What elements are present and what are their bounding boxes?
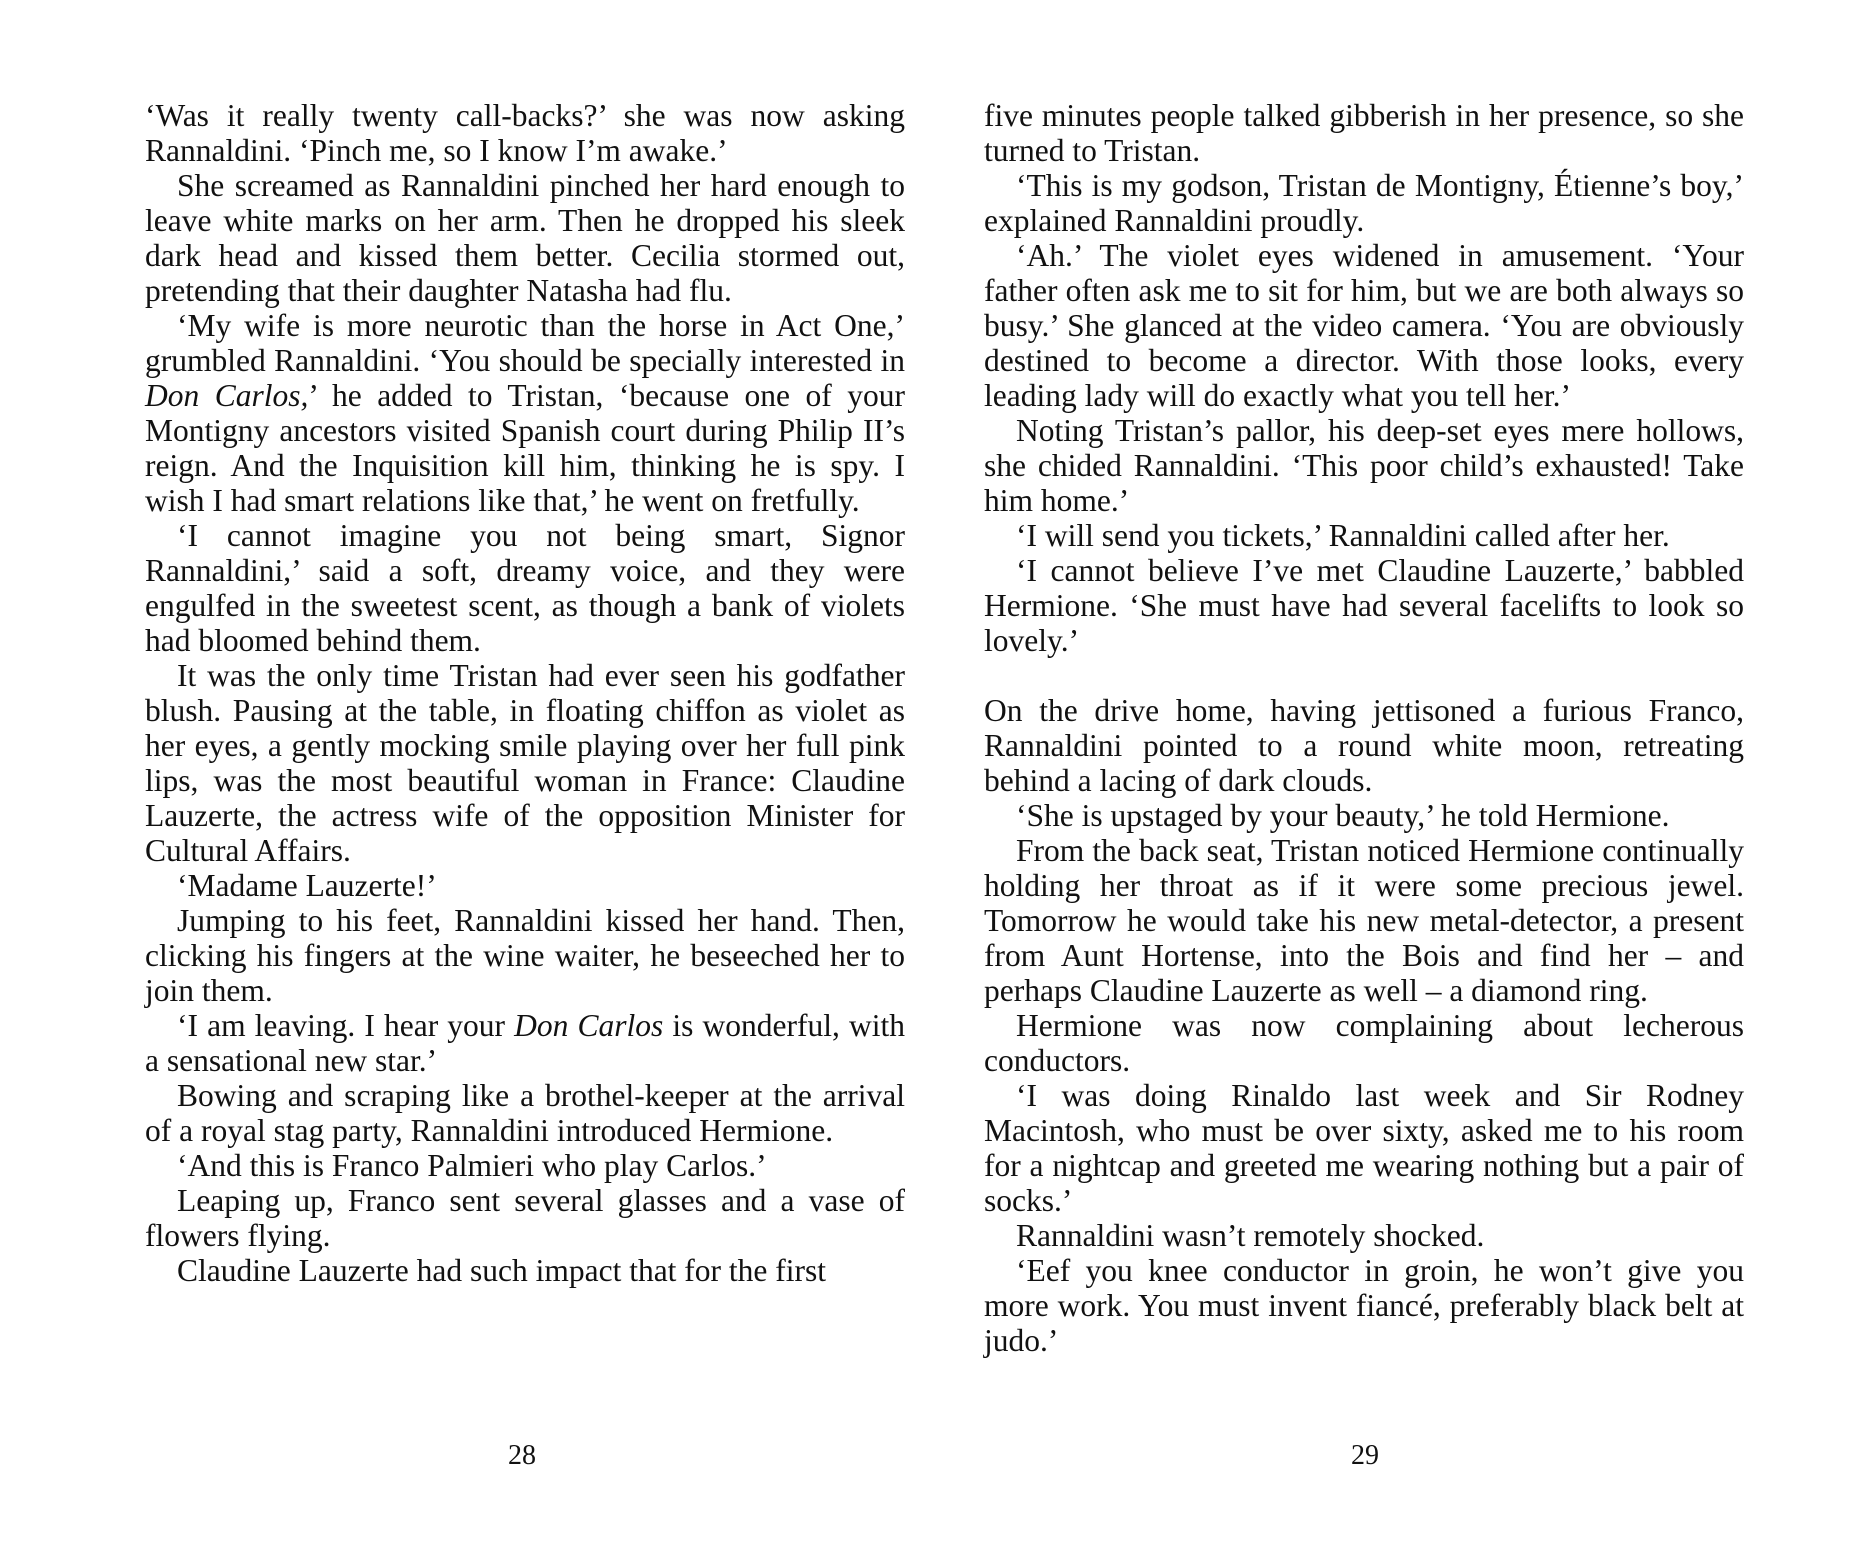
right-paragraph-12: Rannaldini wasn’t remotely shocked. bbox=[1016, 1218, 1485, 1253]
right-paragraph-8: ‘She is upstaged by your beauty,’ he told Hermione. bbox=[1016, 798, 1670, 833]
right-paragraph-13: ‘Eef you knee conductor in groin, he won’t give you more work. You must invent fiancé, preferably black belt at judo.’ bbox=[984, 1253, 1744, 1358]
left-paragraph-1: ‘Was it really twenty call-backs?’ she was now asking Rannaldini. ‘Pinch me, so I know I’m awake.’ bbox=[145, 98, 905, 168]
right-paragraph-4: Noting Tristan’s pallor, his deep-set eyes mere hollows, she chided Rannaldini. ‘This poor child’s exhausted! Take him home.’ bbox=[984, 413, 1744, 518]
left-paragraph-9: Bowing and scraping like a brothel-keeper at the arrival of a royal stag party, Rannaldini introduced Hermione. bbox=[145, 1078, 905, 1148]
right-paragraph-10: Hermione was now complaining about lecherous conductors. bbox=[984, 1008, 1744, 1078]
right-page-text bbox=[984, 98, 1744, 1358]
left-paragraph-6: ‘Madame Lauzerte!’ bbox=[177, 868, 437, 903]
left-paragraph-7: Jumping to his feet, Rannaldini kissed her hand. Then, clicking his fingers at the wine waiter, he beseeched her to join them. bbox=[145, 903, 905, 1008]
right-page-number: 29 bbox=[1351, 1440, 1379, 1471]
right-paragraph-6: ‘I cannot believe I’ve met Claudine Lauzerte,’ babbled Hermione. ‘She must have had several facelifts to look so lovely.’ bbox=[984, 553, 1744, 658]
right-paragraph-1: five minutes people talked gibberish in her presence, so she turned to Tristan. bbox=[984, 98, 1744, 168]
right-paragraph-9: From the back seat, Tristan noticed Hermione continually holding her throat as if it were some precious jewel. Tomorrow he would take his new metal-detector, a present from Aunt Hortense, into the Bois and find her – and perhaps Claudine Lauzerte as well – a diamond ring. bbox=[984, 833, 1744, 1008]
left-paragraph-2: She screamed as Rannaldini pinched her hard enough to leave white marks on her arm. Then he dropped his sleek dark head and kissed them better. Cecilia stormed out, pretending that their daughter Natasha had flu. bbox=[145, 168, 905, 308]
left-paragraph-3-part-b: ’ he added to Tristan, ‘because one of your Montigny ancestors visited Spanish court during Philip II’s reign. And the Inquisition kill him, thinking he is spy. I wish I had smart relations like that,’ he went on fretfully. bbox=[145, 378, 906, 518]
left-paragraph-4: ‘I cannot imagine you not being smart, Signor Rannaldini,’ said a soft, dreamy voice, and they were engulfed in the sweetest scent, as though a bank of violets had bloomed behind them. bbox=[145, 518, 905, 658]
right-paragraph-3: ‘Ah.’ The violet eyes widened in amusement. ‘Your father often ask me to sit for him, but we are both always so busy.’ She glanced at the video camera. ‘You are obviously destined to become a director. With those looks, every leading lady will do exactly what you tell her.’ bbox=[984, 238, 1744, 413]
book-title-don-carlos: Don Carlos bbox=[514, 1008, 664, 1043]
right-paragraph-5: ‘I will send you tickets,’ Rannaldini called after her. bbox=[1016, 518, 1670, 553]
left-paragraph-10: ‘And this is Franco Palmieri who play Carlos.’ bbox=[177, 1148, 767, 1183]
book-title-don-carlos: Don Carlos, bbox=[145, 378, 309, 413]
left-page-text bbox=[145, 98, 905, 1288]
left-paragraph-12: Claudine Lauzerte had such impact that for the first bbox=[177, 1253, 827, 1288]
left-paragraph-11: Leaping up, Franco sent several glasses and a vase of flowers flying. bbox=[145, 1183, 905, 1253]
left-paragraph-8-part-b: is wonderful, with a sensational new star.’ bbox=[145, 1008, 905, 1078]
right-paragraph-11: ‘I was doing Rinaldo last week and Sir Rodney Macintosh, who must be over sixty, asked me to his room for a nightcap and greeted me wearing nothing but a pair of socks.’ bbox=[984, 1078, 1744, 1218]
left-paragraph-3-part-a: ‘My wife is more neurotic than the horse in Act One,’ grumbled Rannaldini. ‘You should be specially interested in bbox=[145, 308, 905, 378]
right-paragraph-2: ‘This is my godson, Tristan de Montigny, Étienne’s boy,’ explained Rannaldini proudly. bbox=[984, 168, 1744, 238]
left-page-number: 28 bbox=[508, 1440, 536, 1471]
left-paragraph-3 bbox=[145, 308, 905, 518]
left-paragraph-8-part-a: ‘I am leaving. I hear your bbox=[177, 1008, 515, 1043]
right-paragraph-7: On the drive home, having jettisoned a furious Franco, Rannaldini pointed to a round white moon, retreating behind a lacing of dark clouds. bbox=[984, 693, 1744, 798]
left-paragraph-5: It was the only time Tristan had ever seen his godfather blush. Pausing at the table, in floating chiffon as violet as her eyes, a gently mocking smile playing over her full pink lips, was the most beautiful woman in France: Claudine Lauzerte, the actress wife of the opposition Minister for Cultural Affairs. bbox=[145, 658, 905, 868]
left-paragraph-8 bbox=[145, 1008, 905, 1078]
